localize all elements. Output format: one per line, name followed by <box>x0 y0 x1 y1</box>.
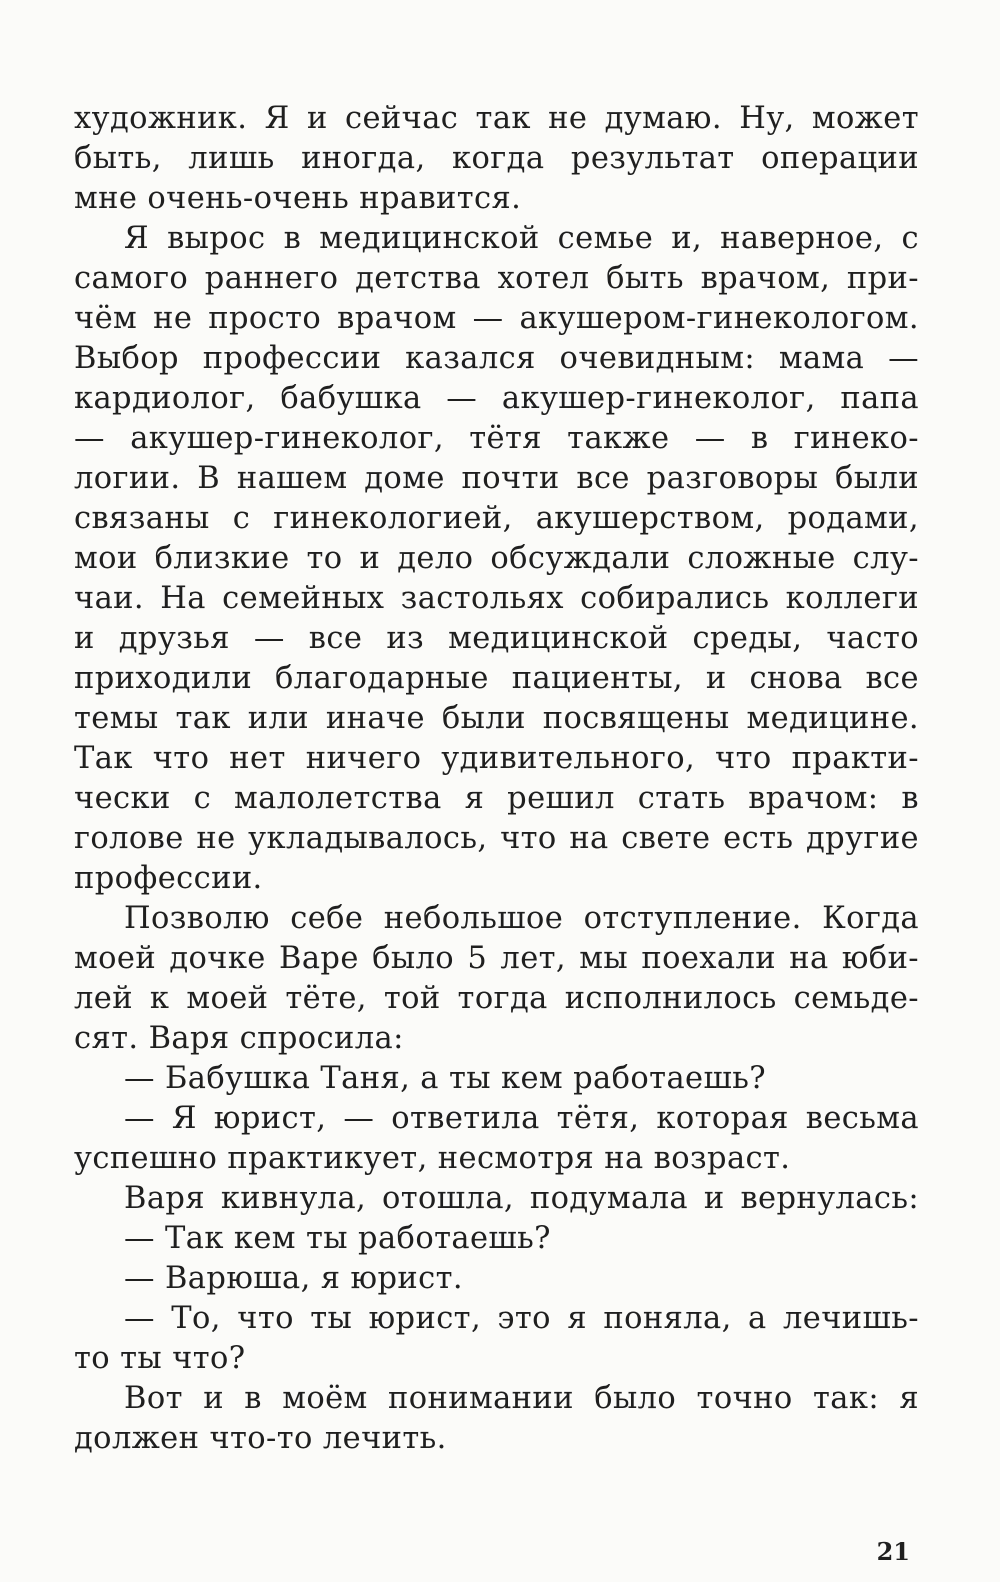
text-line: чески с малолетства я решил стать врачом: в <box>74 781 919 816</box>
text-line: Позволю себе небольшое отступление. Когда <box>124 901 919 936</box>
text-line: — Я юрист, — ответила тётя, которая весьма <box>124 1101 919 1136</box>
text-line: — Варюша, я юрист. <box>124 1261 463 1296</box>
text-line: художник. Я и сейчас так не думаю. Ну, может <box>74 101 919 136</box>
text-line: голове не укладывалось, что на свете есть другие <box>74 821 919 856</box>
text-line: самого раннего детства хотел быть врачом, при- <box>74 261 919 296</box>
text-line: — акушер-гинеколог, тётя также — в гинеко- <box>74 421 919 456</box>
text-line: сят. Варя спросила: <box>74 1021 404 1056</box>
text-line: темы так или иначе были посвящены медицине. <box>74 701 919 736</box>
text-line: чём не просто врачом — акушером-гинекологом. <box>74 301 919 336</box>
text-line: профессии. <box>74 861 263 896</box>
text-line: Я вырос в медицинской семье и, наверное, с <box>124 221 919 256</box>
text-line: логии. В нашем доме почти все разговоры были <box>74 461 919 496</box>
text-line: — Бабушка Таня, а ты кем работаешь? <box>124 1061 766 1096</box>
text-line: быть, лишь иногда, когда результат операции <box>74 141 919 176</box>
text-line: приходили благодарные пациенты, и снова все <box>74 661 919 696</box>
text-line: успешно практикует, несмотря на возраст. <box>74 1141 791 1176</box>
text-line: мои близкие то и дело обсуждали сложные слу- <box>74 541 919 576</box>
text-line: должен что-то лечить. <box>74 1421 447 1456</box>
text-line: и друзья — все из медицинской среды, часто <box>74 621 919 656</box>
text-line: связаны с гинекологией, акушерством, родами, <box>74 501 919 536</box>
text-line: Выбор профессии казался очевидным: мама — <box>74 341 919 376</box>
text-line: моей дочке Варе было 5 лет, мы поехали на юби- <box>74 941 919 976</box>
text-line: — Так кем ты работаешь? <box>124 1221 551 1256</box>
text-line: Так что нет ничего удивительного, что практи- <box>74 741 919 776</box>
text-line: Вот и в моём понимании было точно так: я <box>124 1381 919 1416</box>
text-line: — То, что ты юрист, это я поняла, а лечишь- <box>124 1301 919 1336</box>
page-number: 21 <box>876 1537 910 1566</box>
text-line: кардиолог, бабушка — акушер-гинеколог, папа <box>74 381 919 416</box>
text-line: чаи. На семейных застольях собирались коллеги <box>74 581 919 616</box>
text-line: то ты что? <box>74 1341 246 1376</box>
text-line: Варя кивнула, отошла, подумала и вернулась: <box>124 1181 919 1216</box>
text-line: мне очень-очень нравится. <box>74 181 522 216</box>
text-line: лей к моей тёте, той тогда исполнилось семьде- <box>74 981 919 1016</box>
